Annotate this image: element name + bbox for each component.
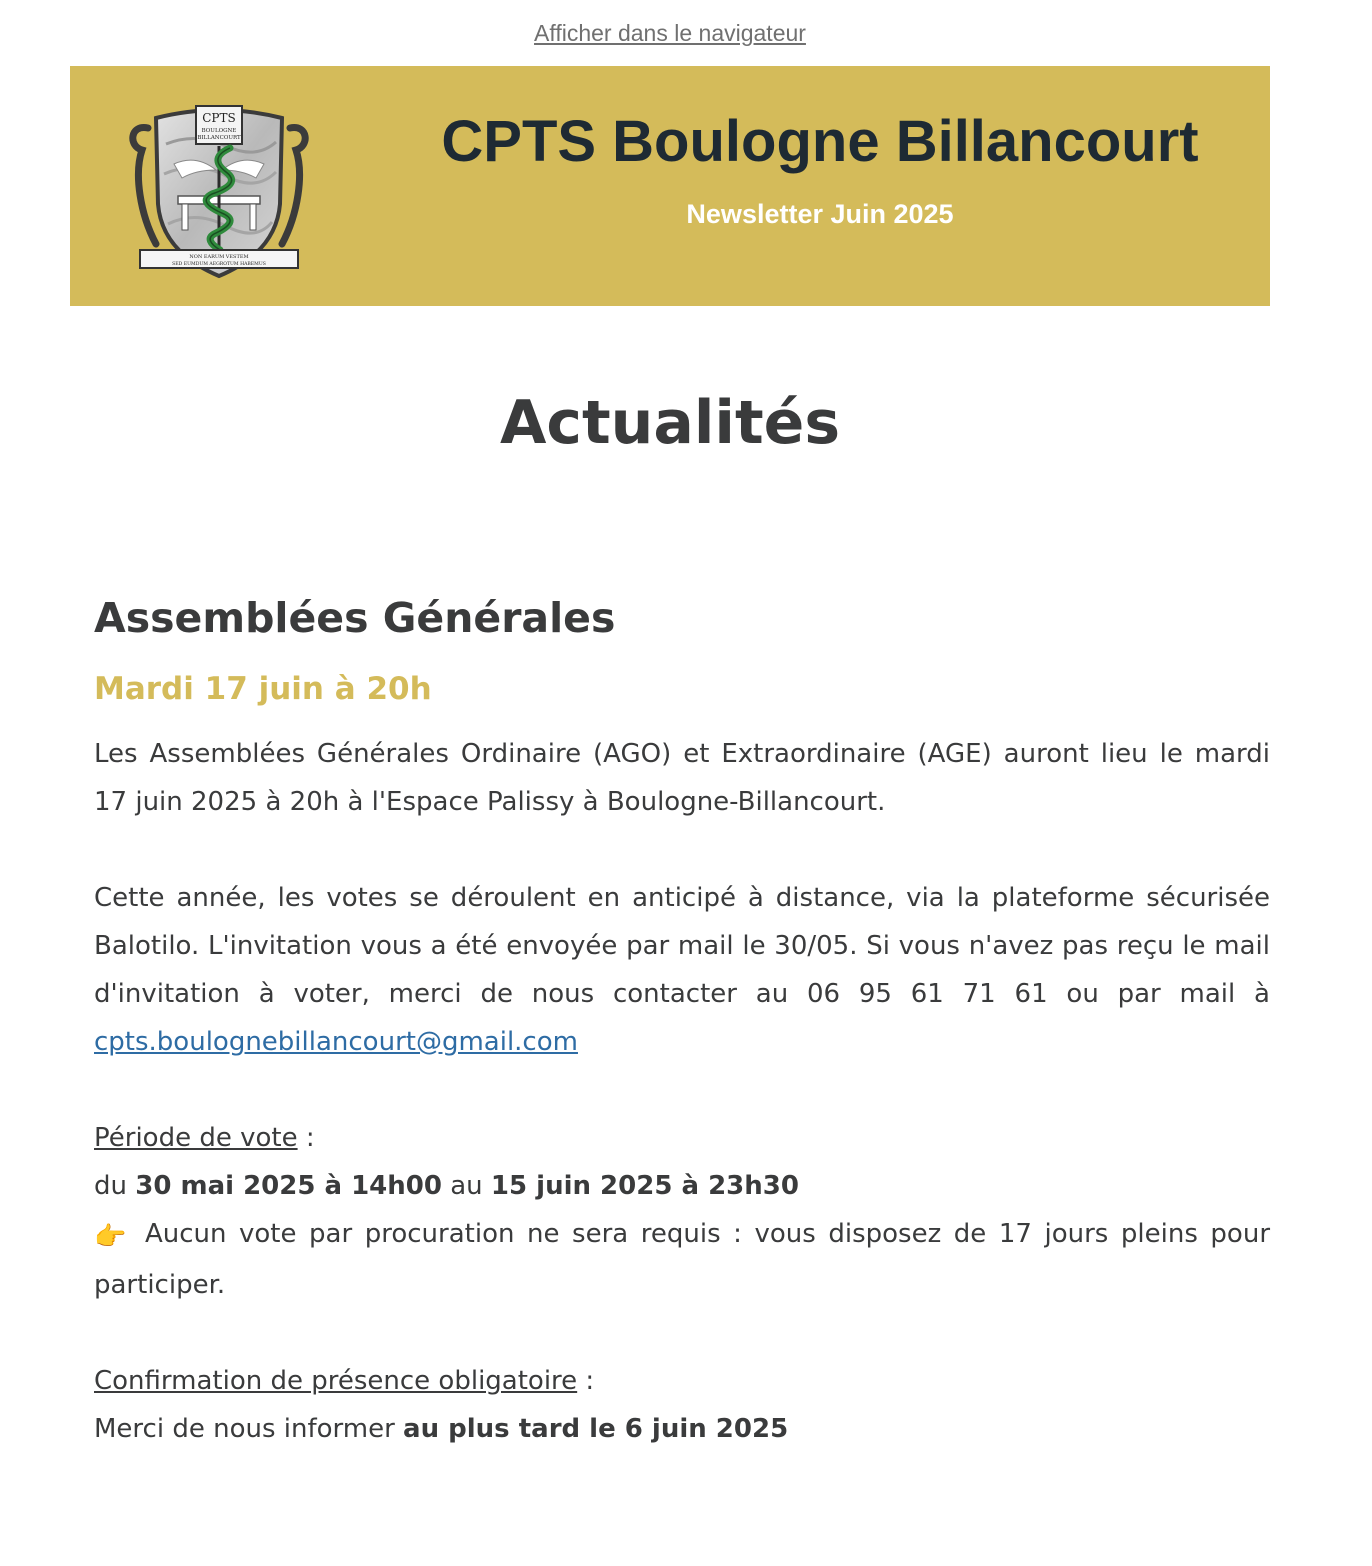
- pointing-hand-icon: 👉: [94, 1222, 127, 1252]
- confirmation-deadline: au plus tard le 6 juin 2025: [403, 1414, 789, 1444]
- email-link[interactable]: cpts.boulognebillancourt@gmail.com: [94, 1027, 578, 1057]
- confirmation-text: Merci de nous informer au plus tard le 6 juin 2025: [94, 1414, 789, 1444]
- article-date-subtitle: Mardi 17 juin à 20h: [94, 671, 432, 707]
- vote-period-heading: Période de vote :: [94, 1123, 315, 1153]
- vote-end-date: 15 juin 2025 à 23h30: [490, 1171, 799, 1201]
- article-assemblees: [94, 588, 1270, 1453]
- svg-text:BOULOGNE: BOULOGNE: [201, 128, 237, 134]
- paragraph-vote-info: Cette année, les votes se déroulent en anticipé à distance, via la plateforme sécurisée Balotilo. L'invitation vous a été envoyée par mail le 30/05. Si vous n'avez pas reçu le mail d'invitation à voter, merci de nous contacter au 06 95 61 71 61 ou par mail à cpts.boulognebillancourt@gmail.com: [94, 883, 1270, 1057]
- view-in-browser-link[interactable]: Afficher dans le navigateur: [534, 20, 806, 46]
- article-title: Assemblées Générales: [94, 594, 616, 642]
- confirmation-label: Confirmation de présence obligatoire: [94, 1366, 578, 1396]
- paragraph-intro: Les Assemblées Générales Ordinaire (AGO) et Extraordinaire (AGE) auront lieu le mardi 17 juin 2025 à 20h à l'Espace Palissy à Boulogne-Billancourt.: [94, 739, 1270, 817]
- vote-period-label: Période de vote: [94, 1123, 298, 1153]
- svg-text:NON EARUM VESTEM: NON EARUM VESTEM: [189, 254, 249, 260]
- crest-cpts-text: CPTS: [202, 111, 236, 125]
- newsletter-title: CPTS Boulogne Billancourt: [441, 109, 1199, 174]
- vote-period-dates: du 30 mai 2025 à 14h00 au 15 juin 2025 à 23h30: [94, 1171, 799, 1201]
- proxy-note: 👉 Aucun vote par procuration ne sera requis : vous disposez de 17 jours pleins pour participer.: [94, 1210, 1270, 1309]
- vote-start-date: 30 mai 2025 à 14h00: [135, 1171, 442, 1201]
- svg-text:SED EUMDUM AEGROTUM HABEMUS: SED EUMDUM AEGROTUM HABEMUS: [172, 262, 266, 267]
- svg-text:BILLANCOURT: BILLANCOURT: [197, 135, 241, 141]
- section-title: Actualités: [499, 388, 841, 458]
- newsletter-subtitle: Newsletter Juin 2025: [686, 199, 954, 229]
- cpts-crest-logo-icon: [126, 84, 312, 284]
- article-body: [94, 730, 1270, 1453]
- confirmation-heading: Confirmation de présence obligatoire :: [94, 1366, 595, 1396]
